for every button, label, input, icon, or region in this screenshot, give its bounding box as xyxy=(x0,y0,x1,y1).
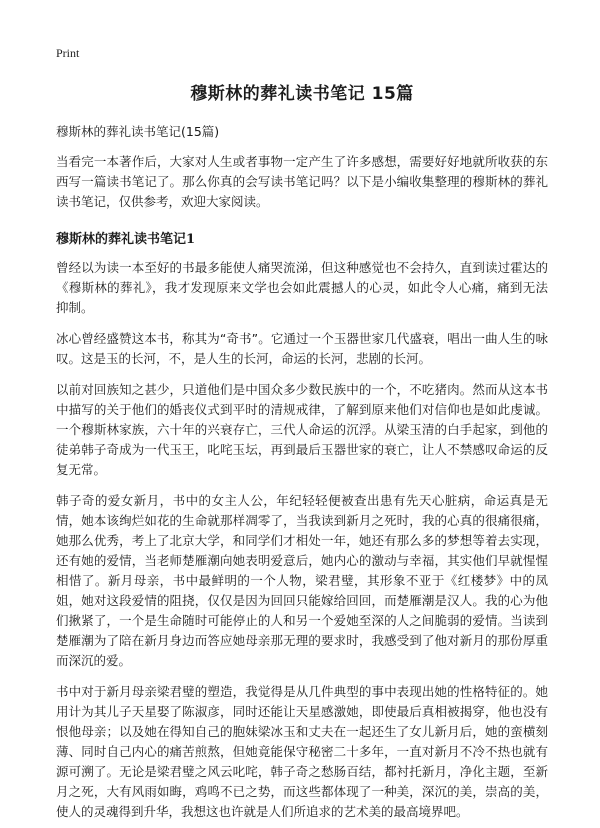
body-paragraph-2: 冰心曾经盛赞这本书，称其为“奇书”。它通过一个玉器世家几代盛衰，唱出一曲人生的咏叹。这是玉的长河，不，是人生的长河，命运的长河，悲剧的长河。 xyxy=(56,331,548,366)
print-link[interactable]: Print xyxy=(56,46,80,60)
body-paragraph-5: 书中对于新月母亲梁君璧的塑造，我觉得是从几件典型的事中表现出她的性格特征的。她用计为其儿子天星娶了陈淑彦，同时还能让天星感激她，即使最后真相被揭穿，他也没有恨他母亲；以及她在得知自己的胞妹梁冰玉和丈夫在一起还生了女儿新月后，她的蛮横刻薄、同时自己内心的痛苦煎熬，但她竟能保守秘密二十多年，一直对新月不冷不热也就有源可溯了。无论是梁君璧之风云叱咤，韩子奇之愁肠百结，都衬托新月，净化主题，至新月之死，大有风雨如晦，鸡鸣不已之势，而这些都体现了一种美，深沉的美，崇高的美，使人的灵魂得到升华，我想这也许就是人们所追求的艺术美的最高境界吧。 xyxy=(56,684,548,819)
page-title: 穆斯林的葬礼读书笔记 15篇 xyxy=(190,84,414,104)
body-paragraph-3: 以前对回族知之甚少，只道他们是中国众多少数民族中的一个，不吃猪肉。然而从这本书中描写的关于他们的婚丧仪式到平时的清规戒律，了解到原来他们对信仰也是如此虔诚。一个穆斯林家族，六十年的兴衰存亡，三代人命运的沉浮。从梁玉清的白手起家，到他的徒弟韩子奇成为一代玉王，叱咤玉坛，再到最后玉器世家的衰亡，让人不禁感叹命运的反复无常。 xyxy=(56,382,548,477)
intro-paragraph: 当看完一本著作后，大家对人生或者事物一定产生了许多感想，需要好好地就所收获的东西写一篇读书笔记了。那么你真的会写读书笔记吗？以下是小编收集整理的穆斯林的葬礼读书笔记，仅供参考，欢迎大家阅读。 xyxy=(56,154,548,209)
section-heading: 穆斯林的葬礼读书笔记1 xyxy=(56,232,196,247)
body-paragraph-4: 韩子奇的爱女新月，书中的女主人公，年纪轻轻便被查出患有先天心脏病，命运真是无情，她本该绚烂如花的生命就那样凋零了，当我读到新月之死时，我的心真的很痛很痛，她那么优秀，考上了北京大学，和同学们才相处一年，她还有那么多的梦想等着去实现，还有她的爱情，当老师楚雁潮向她表明爱意后，她内心的激动与幸福，其实他们早就惺惺相惜了。新月母亲，书中最鲜明的一个人物，梁君璧，其形象不亚于《红楼梦》中的凤姐，她对这段爱情的阻挠，仅仅是因为回回只能嫁给回回，而楚雁潮是汉人。我的心为他们揪紧了，一个是生命随时可能停止的人和另一个爱她至深的人之间脆弱的爱情。当读到楚雁潮为了陪在新月身边而答应她母亲那无理的要求时，我感受到了他对新月的那份厚重而深沉的爱。 xyxy=(56,493,548,668)
document-subtitle: 穆斯林的葬礼读书笔记(15篇) xyxy=(56,124,220,139)
body-paragraph-1: 曾经以为读一本至好的书最多能使人痛哭流涕，但这种感觉也不会持久，直到读过霍达的《穆斯林的葬礼》，我才发现原来文学也会如此震撼人的心灵，如此令人心痛，痛到无法抑制。 xyxy=(56,260,548,315)
